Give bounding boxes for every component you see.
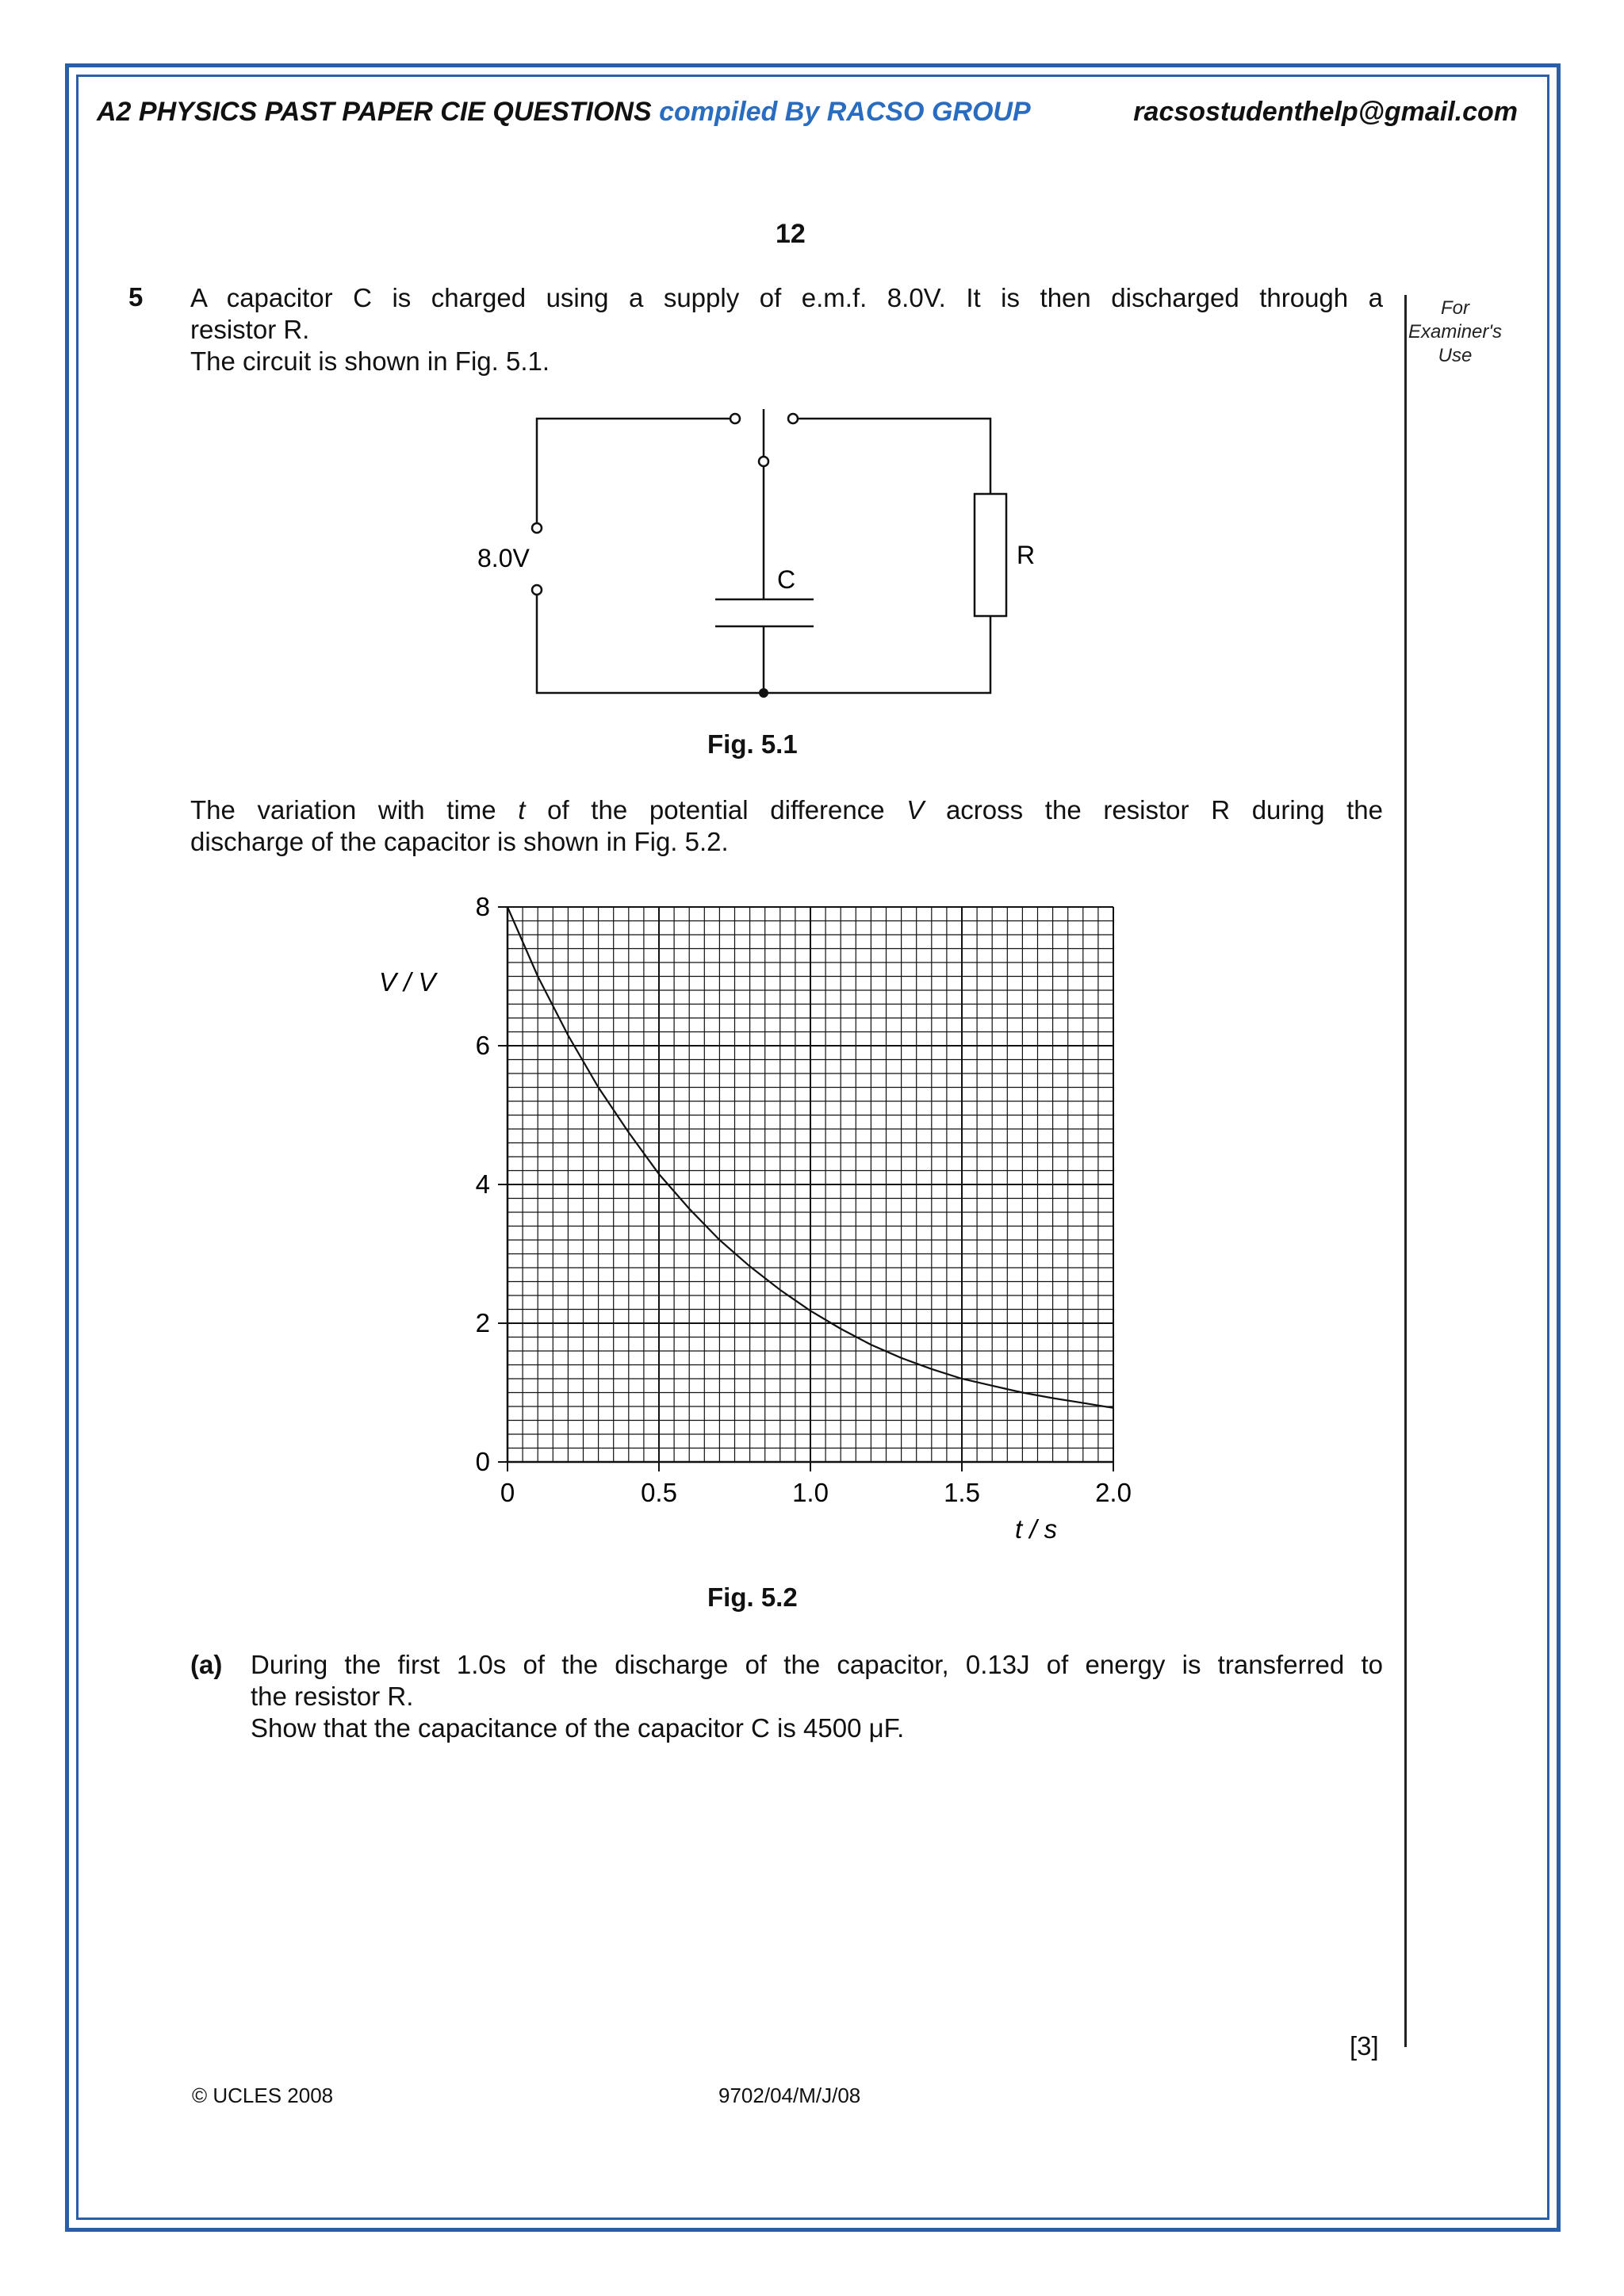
question-intro-line1: A capacitor C is charged using a supply of e.m.f. 8.0V. It is then discharged through a: [190, 283, 1383, 312]
x-tick-label: 1.0: [792, 1478, 829, 1507]
examiner-use-note: [1396, 297, 1515, 368]
header-title-text: A2 PHYSICS PAST PAPER CIE QUESTIONS: [97, 97, 652, 127]
x-axis-label: t / s: [1015, 1514, 1058, 1544]
variable-v: V: [906, 795, 925, 825]
description-line2: discharge of the capacitor is shown in Fig. 5.2.: [190, 827, 729, 856]
switch-terminal-left: [730, 414, 740, 423]
part-a-line2: the resistor R.: [251, 1682, 414, 1711]
junction-dot: [759, 688, 768, 698]
footer-copyright: © UCLES 2008: [192, 2084, 334, 2107]
header-email: racsostudenthelp@gmail.com: [1133, 97, 1518, 127]
graph-ticks: [476, 892, 1132, 1507]
part-a-line1: During the first 1.0s of the discharge of the capacitor, 0.13J of energy is transferred to: [251, 1650, 1383, 1679]
x-tick-label: 0.5: [641, 1478, 677, 1507]
examiner-note-line: For: [1441, 297, 1469, 319]
y-tick-label: 8: [475, 892, 490, 921]
wire-left-top: [537, 419, 730, 523]
wire-right-top: [798, 419, 990, 494]
y-tick-label: 2: [475, 1308, 490, 1337]
x-tick-label: 2.0: [1095, 1478, 1132, 1507]
capacitor-label: C: [777, 565, 796, 594]
examiner-note-line: Use: [1438, 345, 1473, 366]
switch-pivot: [759, 457, 768, 466]
y-tick-label: 4: [475, 1169, 490, 1199]
description-text: of the potential difference: [525, 795, 907, 825]
footer-code: 9702/04/M/J/08: [718, 2084, 861, 2107]
y-tick-label: 0: [475, 1447, 490, 1476]
x-tick-label: 0: [500, 1478, 515, 1507]
header-title: [97, 97, 1031, 128]
resistor-body: [975, 494, 1006, 616]
part-a-line3: Show that the capacitance of the capacitor C is 4500 μF.: [251, 1713, 905, 1743]
description-text: The variation with time: [190, 795, 519, 825]
description-text: across the resistor R during the: [924, 795, 1383, 825]
supply-terminal-bottom: [532, 585, 542, 595]
resistor-label: R: [1017, 541, 1036, 569]
part-a-label: (a): [190, 1650, 223, 1679]
y-tick-label: 6: [475, 1031, 490, 1060]
examiner-margin-line: [1404, 295, 1407, 2047]
question-intro-line3: The circuit is shown in Fig. 5.1.: [190, 346, 550, 376]
x-tick-label: 1.5: [944, 1478, 980, 1507]
marks-allocation: [3]: [1350, 2031, 1379, 2061]
description-line1: [190, 794, 1383, 826]
page-number: 12: [776, 219, 806, 249]
variable-t: t: [518, 795, 526, 825]
question-number: 5: [128, 282, 144, 312]
circuit-diagram: [444, 396, 1047, 714]
y-axis-label: V / V: [379, 967, 436, 997]
question-intro-line2: resistor R.: [190, 315, 310, 344]
header-compiled-by: compiled By RACSO GROUP: [659, 97, 1031, 127]
discharge-graph: [365, 880, 1158, 1562]
figure1-caption: Fig. 5.1: [707, 729, 798, 759]
supply-label: 8.0V: [477, 544, 530, 572]
examiner-note-line: Examiner's: [1408, 321, 1502, 342]
switch-terminal-right: [788, 414, 798, 423]
supply-terminal-top: [532, 523, 542, 533]
figure2-caption: Fig. 5.2: [707, 1582, 798, 1612]
